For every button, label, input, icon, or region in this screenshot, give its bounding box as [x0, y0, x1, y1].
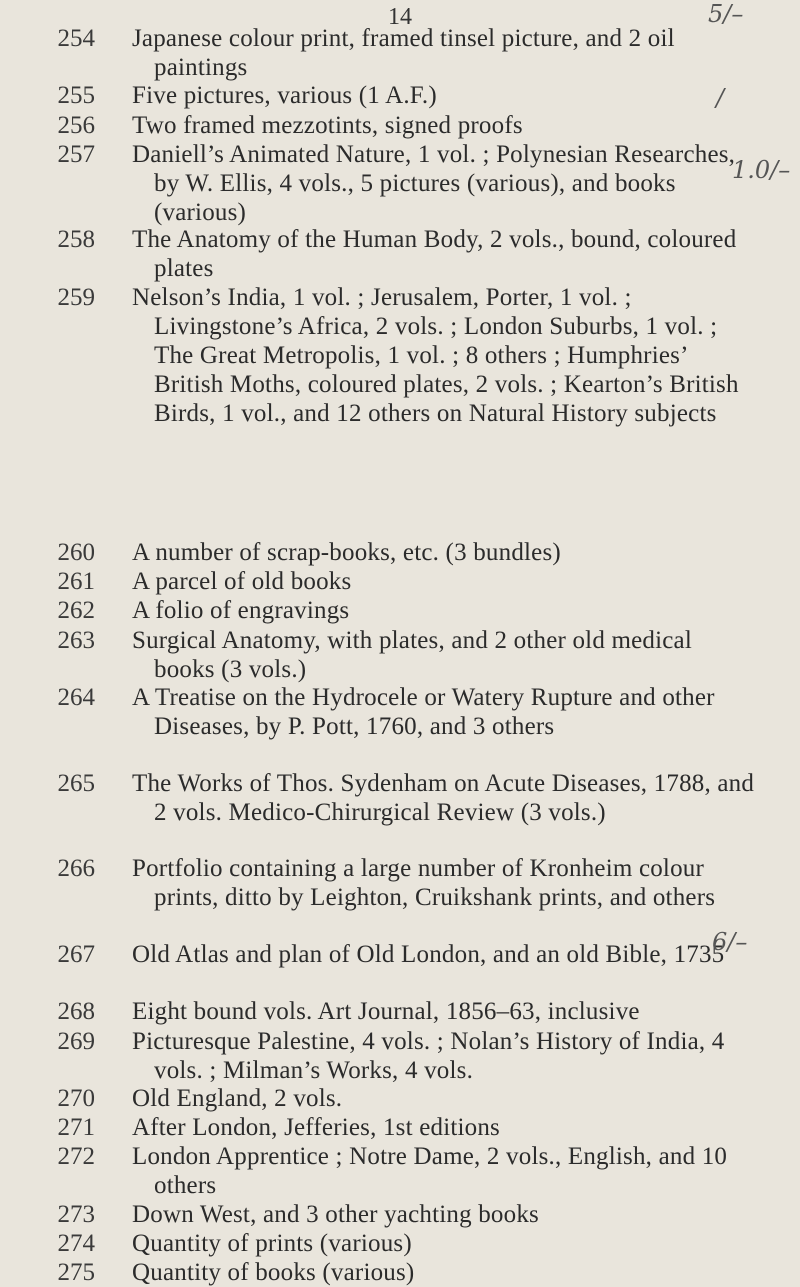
margin-note: /	[716, 84, 725, 112]
lot-number: 260	[57, 539, 95, 566]
lot-description: Old England, 2 vols.	[132, 1085, 343, 1112]
lot-number: 271	[57, 1114, 95, 1141]
lot-number: 264	[57, 684, 95, 711]
lot-description: Old Atlas and plan of Old London, and an old Bible, 1735	[132, 941, 725, 968]
lot-description: Quantity of prints (various)	[132, 1230, 412, 1257]
lot-description: London Apprentice ; Notre Dame, 2 vols., English, and 10 others	[132, 1143, 728, 1199]
lot-description: Two framed mezzotints, signed proofs	[132, 112, 523, 139]
lot-number: 263	[57, 627, 95, 654]
margin-note: 1.0/–	[732, 156, 791, 184]
lot-number: 255	[57, 82, 95, 109]
lot-number: 256	[57, 112, 95, 139]
lot-description: A Treatise on the Hydrocele or Watery Rupture and other Diseases, by P. Pott, 1760, and 3 others	[132, 684, 715, 740]
lot-description: The Anatomy of the Human Body, 2 vols., bound, coloured plates	[132, 226, 737, 282]
lot-number: 275	[57, 1259, 95, 1286]
lot-description: A parcel of old books	[132, 568, 352, 595]
lot-number: 257	[57, 141, 95, 168]
lot-number: 268	[57, 998, 95, 1025]
lot-description: Surgical Anatomy, with plates, and 2 other old medical books (3 vols.)	[132, 627, 692, 683]
lot-number: 267	[57, 941, 95, 968]
lot-description: Japanese colour print, framed tinsel picture, and 2 oil paintings	[132, 25, 675, 81]
lot-description: Portfolio containing a large number of Kronheim colour prints, ditto by Leighton, Cruikshank prints, and others	[132, 855, 716, 911]
lot-number: 270	[57, 1085, 95, 1112]
lot-description: Down West, and 3 other yachting books	[132, 1201, 539, 1228]
lot-number: 254	[57, 25, 95, 52]
lot-description: Daniell’s Animated Nature, 1 vol. ; Polynesian Researches, by W. Ellis, 4 vols., 5 pictures (various), and books (various)	[132, 141, 736, 226]
lot-description: The Works of Thos. Sydenham on Acute Diseases, 1788, and 2 vols. Medico-Chirurgical Review (3 vols.)	[132, 770, 755, 826]
lot-description: Five pictures, various (1 A.F.)	[132, 82, 437, 109]
lot-description: Nelson’s India, 1 vol. ; Jerusalem, Porter, 1 vol. ; Livingstone’s Africa, 2 vols. ; London Suburbs, 1 vol. ; The Great Metropolis, 1 vol. ; 8 others ; Humphries’ British Moths, coloured plates, 2 vols. ; Kearton’s British Birds, 1 vol., and 12 others on Natural History subjects	[132, 284, 739, 427]
lot-number: 259	[57, 284, 95, 311]
lot-description: A folio of engravings	[132, 597, 350, 624]
lot-number: 261	[57, 568, 95, 595]
lot-description: Eight bound vols. Art Journal, 1856–63, inclusive	[132, 998, 640, 1025]
lot-number: 265	[57, 770, 95, 797]
lot-number: 274	[57, 1230, 95, 1257]
lot-number: 269	[57, 1028, 95, 1055]
lot-number: 272	[57, 1143, 95, 1170]
lot-number: 266	[57, 855, 95, 882]
lot-number: 262	[57, 597, 95, 624]
margin-note: 6/–	[712, 928, 748, 956]
lot-description: Picturesque Palestine, 4 vols. ; Nolan’s History of India, 4 vols. ; Milman’s Works, 4 vols.	[132, 1028, 725, 1084]
lot-description: After London, Jefferies, 1st editions	[132, 1114, 500, 1141]
lot-number: 273	[57, 1201, 95, 1228]
page-number: 14	[388, 4, 412, 30]
lot-number: 258	[57, 226, 95, 253]
lot-description: Quantity of books (various)	[132, 1259, 415, 1286]
margin-note: 5/–	[708, 0, 744, 28]
lot-description: A number of scrap-books, etc. (3 bundles)	[132, 539, 561, 566]
